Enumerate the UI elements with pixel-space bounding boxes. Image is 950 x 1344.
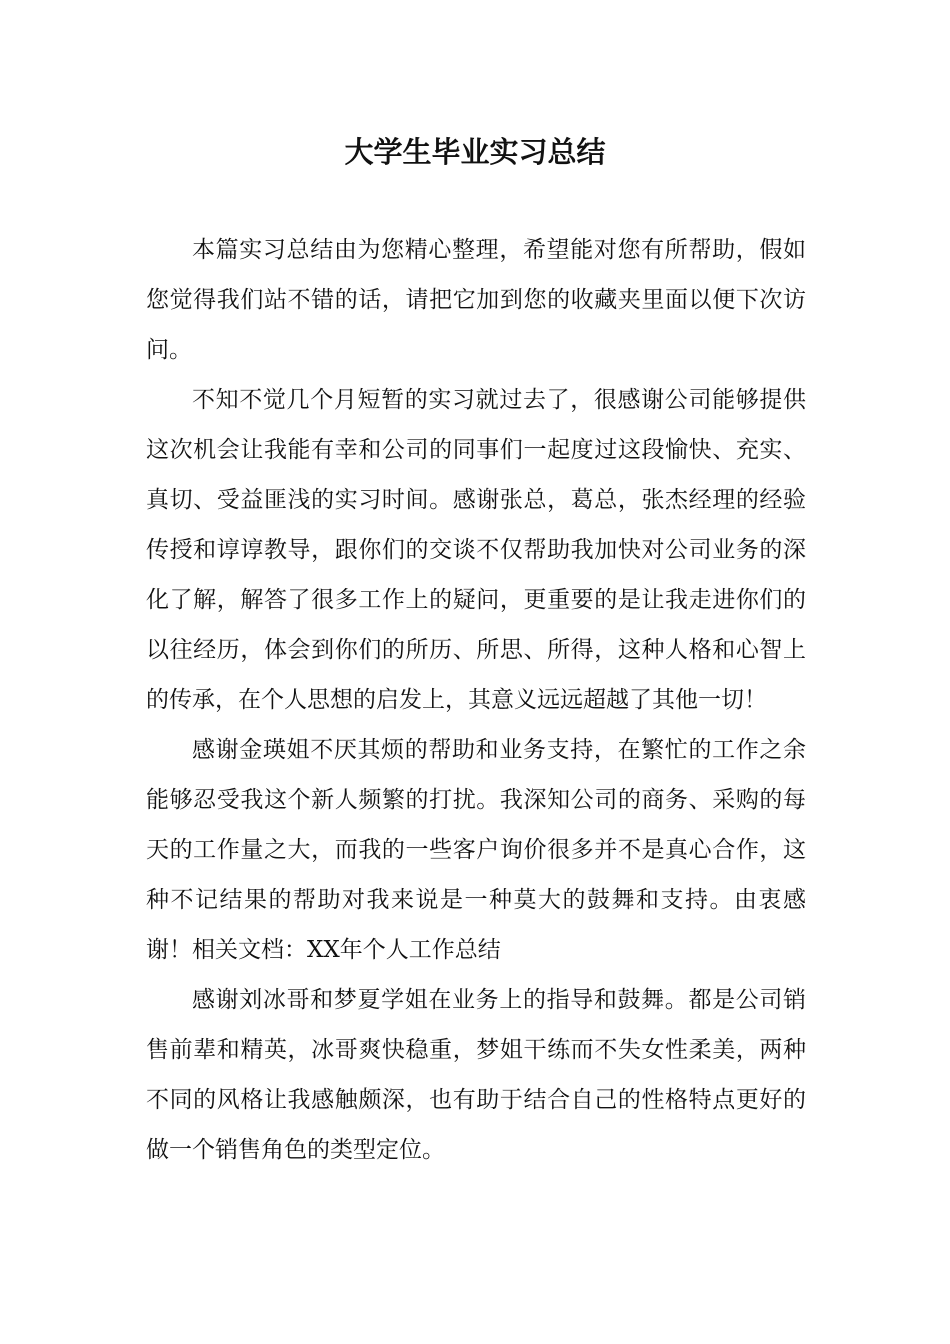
document-title: 大学生毕业实习总结 [344, 135, 606, 169]
paragraph-intro: 本篇实习总结由为您精心整理，希望能对您有所帮助，假如您觉得我们站不错的话，请把它加到您的收藏夹里面以便下次访问。 [146, 237, 806, 363]
paragraph-thanks-leaders: 不知不觉几个月短暂的实习就过去了，很感谢公司能够提供这次机会让我能有幸和公司的同事们一起度过这段愉快、充实、真切、受益匪浅的实习时间。感谢张总，葛总，张杰经理的经验传授和谆谆教导，跟你们的交谈不仅帮助我加快对公司业务的深化了解，解答了很多工作上的疑问，更重要的是让我走进你们的以往经历，体会到你们的所历、所思、所得，这种人格和心智上的传承，在个人思想的启发上，其意义远远超越了其他一切！ [146, 387, 806, 713]
paragraph-thanks-colleague: 感谢金瑛姐不厌其烦的帮助和业务支持，在繁忙的工作之余能够忍受我这个新人频繁的打扰。我深知公司的商务、采购的每天的工作量之大，而我的一些客户询价很多并不是真心合作，这种不记结果的帮助对我来说是一种莫大的鼓舞和支持。由衷感谢！相关文档：XX年个人工作总结 [146, 737, 806, 963]
paragraph-thanks-mentors: 感谢刘冰哥和梦夏学姐在业务上的指导和鼓舞。都是公司销售前辈和精英，冰哥爽快稳重，梦姐干练而不失女性柔美，两种不同的风格让我感触颇深，也有助于结合自己的性格特点更好的做一个销售角色的类型定位。 [146, 987, 806, 1163]
document-body [146, 225, 806, 1175]
